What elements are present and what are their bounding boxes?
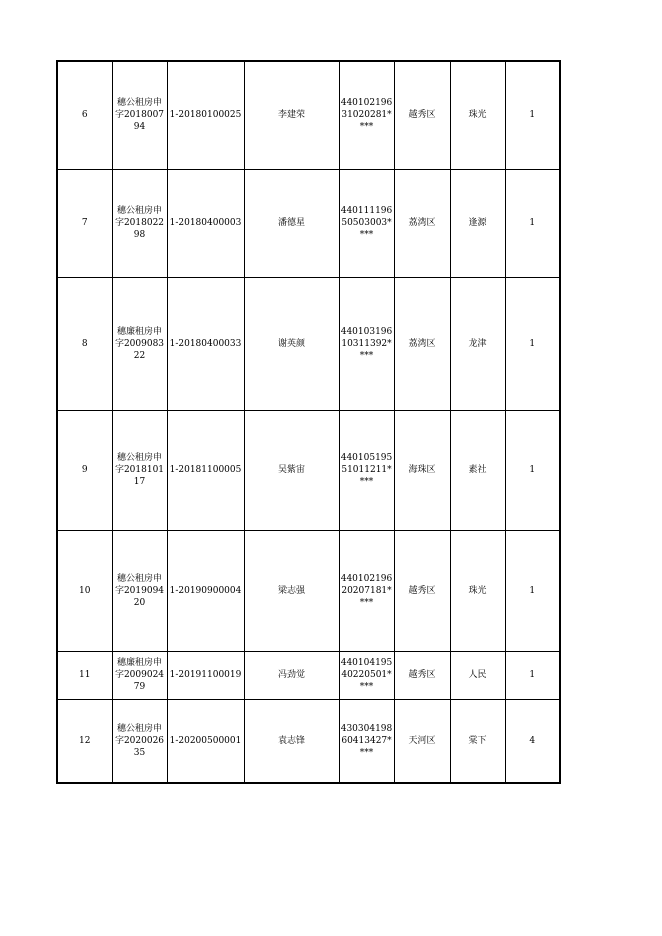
cell-id-no: 44010419540220501**** <box>339 651 394 699</box>
cell-cert: 穗公租房申字201810117 <box>112 410 167 530</box>
cell-code: 1-20180400003 <box>167 169 244 277</box>
cell-cert: 穗公租房申字201800794 <box>112 61 167 169</box>
cell-name: 潘德星 <box>244 169 339 277</box>
cell-district: 越秀区 <box>394 61 450 169</box>
cell-street: 逢源 <box>450 169 505 277</box>
cell-name: 李建荣 <box>244 61 339 169</box>
cell-id-no: 43030419860413427**** <box>339 699 394 783</box>
cell-district: 天河区 <box>394 699 450 783</box>
cell-count: 1 <box>505 169 560 277</box>
table-row <box>57 277 560 410</box>
cell-count: 1 <box>505 651 560 699</box>
cell-name: 袁志锋 <box>244 699 339 783</box>
cell-code: 1-20200500001 <box>167 699 244 783</box>
cell-code: 1-20180400033 <box>167 277 244 410</box>
cell-id-no: 44010219631020281**** <box>339 61 394 169</box>
cell-cert: 穗廉租房申字200902479 <box>112 651 167 699</box>
cell-street: 棠下 <box>450 699 505 783</box>
cell-code: 1-20180100025 <box>167 61 244 169</box>
cell-street: 珠光 <box>450 530 505 651</box>
cell-no: 10 <box>57 530 112 651</box>
cell-street: 珠光 <box>450 61 505 169</box>
cell-district: 荔湾区 <box>394 277 450 410</box>
cell-district: 越秀区 <box>394 651 450 699</box>
cell-no: 9 <box>57 410 112 530</box>
table-row <box>57 699 560 783</box>
cell-count: 4 <box>505 699 560 783</box>
cell-name: 梁志强 <box>244 530 339 651</box>
cell-id-no: 44010219620207181**** <box>339 530 394 651</box>
cell-street: 素社 <box>450 410 505 530</box>
cell-street: 龙津 <box>450 277 505 410</box>
cell-id-no: 44010519551011211**** <box>339 410 394 530</box>
cell-name: 冯劲觉 <box>244 651 339 699</box>
cell-count: 1 <box>505 410 560 530</box>
cell-name: 吴紫宙 <box>244 410 339 530</box>
cell-district: 荔湾区 <box>394 169 450 277</box>
table-row <box>57 651 560 699</box>
cell-code: 1-20191100019 <box>167 651 244 699</box>
cell-id-no: 44011119650503003**** <box>339 169 394 277</box>
cell-no: 8 <box>57 277 112 410</box>
table-row <box>57 530 560 651</box>
cell-id-no: 44010319610311392**** <box>339 277 394 410</box>
table-row <box>57 61 560 169</box>
cell-count: 1 <box>505 61 560 169</box>
cell-count: 1 <box>505 277 560 410</box>
cell-name: 谢英颜 <box>244 277 339 410</box>
cell-no: 11 <box>57 651 112 699</box>
cell-no: 6 <box>57 61 112 169</box>
cell-code: 1-20190900004 <box>167 530 244 651</box>
cell-cert: 穗廉租房申字200908322 <box>112 277 167 410</box>
cell-no: 12 <box>57 699 112 783</box>
cell-street: 人民 <box>450 651 505 699</box>
cell-no: 7 <box>57 169 112 277</box>
cell-code: 1-20181100005 <box>167 410 244 530</box>
cell-count: 1 <box>505 530 560 651</box>
table-row <box>57 169 560 277</box>
cell-cert: 穗公租房申字201909420 <box>112 530 167 651</box>
cell-district: 越秀区 <box>394 530 450 651</box>
table-row <box>57 410 560 530</box>
housing-records-table <box>56 60 561 784</box>
cell-district: 海珠区 <box>394 410 450 530</box>
cell-cert: 穗公租房申字201802298 <box>112 169 167 277</box>
cell-cert: 穗公租房申字202002635 <box>112 699 167 783</box>
